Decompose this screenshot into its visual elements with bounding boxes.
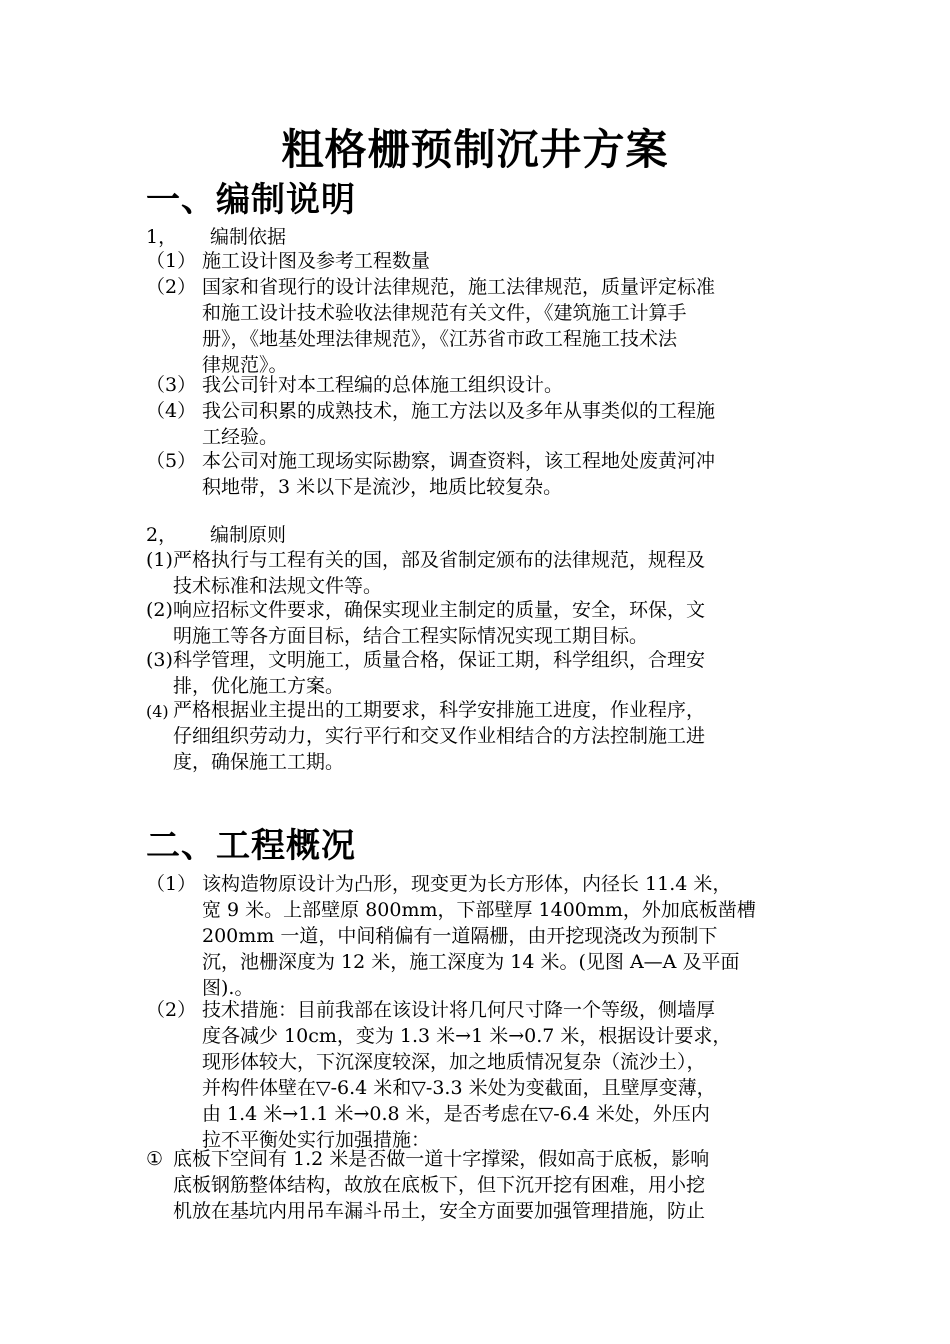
principle-item-3 (146, 647, 806, 699)
overview-item-line: 机放在基坑内用吊车漏斗吊土，安全方面要加强管理措施，防止 (173, 1200, 706, 1222)
principles-heading (146, 522, 286, 548)
principle-item-marker: (3) (146, 649, 173, 671)
overview-item-line: 由 1.4 米→1.1 米→0.8 米，是否考虑在▽-6.4 米处，外压内 (202, 1103, 710, 1125)
basis-item-1 (146, 248, 806, 274)
principle-item-line: 科学管理，文明施工，质量合格，保证工期，科学组织，合理安 (173, 649, 706, 671)
overview-item-marker: （1） (146, 873, 197, 895)
basis-item-marker: （1） (146, 250, 197, 272)
basis-item-4 (146, 398, 806, 450)
principle-item-line: 明施工等各方面目标，结合工程实际情况实现工期目标。 (173, 625, 649, 647)
basis-item-line: 施工设计图及参考工程数量 (202, 250, 431, 272)
principle-item-marker: (2) (146, 599, 173, 621)
principle-item-1 (146, 547, 806, 599)
overview-item-1 (146, 871, 826, 1001)
basis-item-line: 我公司针对本工程编的总体施工组织设计。 (202, 374, 564, 396)
overview-item-line: 现形体较大，下沉深度较深，加之地质情况复杂（流沙土）， (202, 1051, 706, 1073)
principle-item-line: 仔细组织劳动力，实行平行和交叉作业相结合的方法控制施工进 (173, 725, 706, 747)
principles-label: 编制原则 (210, 524, 287, 546)
principle-item-line: 度，确保施工工期。 (173, 751, 345, 773)
overview-item-marker: （2） (146, 999, 197, 1021)
basis-item-marker: （5） (146, 450, 197, 472)
overview-item-line: 图).。 (202, 977, 254, 999)
basis-item-line: 律规范》。 (202, 354, 288, 376)
overview-item-2 (146, 997, 826, 1153)
basis-item-line: 我公司积累的成熟技术，施工方法以及多年从事类似的工程施 (202, 400, 716, 422)
principle-item-2 (146, 597, 806, 649)
principle-item-line: 排，优化施工方案。 (173, 675, 345, 697)
overview-item-marker: ① (146, 1148, 164, 1170)
basis-item-marker: （3） (146, 374, 197, 396)
overview-item-line: 200mm 一道，中间稍偏有一道隔栅，由开挖现浇改为预制下 (202, 925, 718, 947)
basis-heading (146, 224, 286, 250)
principle-item-line: 严格根据业主提出的工期要求，科学安排施工进度，作业程序， (173, 699, 706, 721)
overview-item-line: 宽 9 米。上部壁原 800mm，下部壁厚 1400mm，外加底板凿槽 (202, 899, 756, 921)
overview-item-line: 底板钢筋整体结构，故放在底板下，但下沉开挖有困难，用小挖 (173, 1174, 706, 1196)
basis-item-line: 册》，《地基处理法律规范》，《江苏省市政工程施工技术法 (202, 328, 678, 350)
basis-item-line: 工经验。 (202, 426, 279, 448)
principle-item-marker: (1) (146, 549, 173, 571)
basis-item-line: 和施工设计技术验收法律规范有关文件，《建筑施工计算手 (202, 302, 687, 324)
basis-number: 1， (146, 226, 178, 248)
principles-number: 2， (146, 524, 178, 546)
principle-item-line: 严格执行与工程有关的国，部及省制定颁布的法律规范，规程及 (173, 549, 706, 571)
overview-item-3 (146, 1146, 826, 1224)
section-heading-1: 一、编制说明 (146, 180, 356, 220)
principle-item-marker: (4) (146, 702, 169, 721)
basis-item-2 (146, 274, 806, 378)
overview-item-line: 沉，池栅深度为 12 米，施工深度为 14 米。(见图 A—A 及平面 (202, 951, 740, 973)
basis-label: 编制依据 (210, 226, 287, 248)
basis-item-line: 本公司对施工现场实际勘察，调查资料，该工程地处废黄河冲 (202, 450, 716, 472)
principle-item-line: 技术标准和法规文件等。 (173, 575, 383, 597)
basis-item-marker: （2） (146, 276, 197, 298)
basis-item-marker: （4） (146, 400, 197, 422)
principle-item-line: 响应招标文件要求，确保实现业主制定的质量，安全，环保，文 (173, 599, 706, 621)
overview-item-line: 度各减少 10cm，变为 1.3 米→1 米→0.7 米，根据设计要求， (202, 1025, 732, 1047)
principle-item-4 (146, 697, 806, 775)
basis-item-line: 国家和省现行的设计法律规范，施工法律规范，质量评定标准 (202, 276, 716, 298)
overview-item-line: 底板下空间有 1.2 米是否做一道十字撑梁，假如高于底板，影响 (173, 1148, 710, 1170)
basis-item-3 (146, 372, 806, 398)
basis-item-5 (146, 448, 806, 500)
overview-item-line: 技术措施：目前我部在该设计将几何尺寸降一个等级，侧墙厚 (202, 999, 716, 1021)
document-title: 粗格栅预制沉井方案 (281, 125, 669, 174)
overview-item-line: 并构件体壁在▽-6.4 米和▽-3.3 米处为变截面，且壁厚变薄， (202, 1077, 716, 1099)
section-heading-2: 二、工程概况 (146, 826, 356, 866)
overview-item-line: 拉不平衡处实行加强措施： (202, 1129, 431, 1151)
overview-item-line: 该构造物原设计为凸形，现变更为长方形体，内径长 11.4 米， (202, 873, 732, 895)
basis-item-line: 积地带，3 米以下是流沙，地质比较复杂。 (202, 476, 563, 498)
